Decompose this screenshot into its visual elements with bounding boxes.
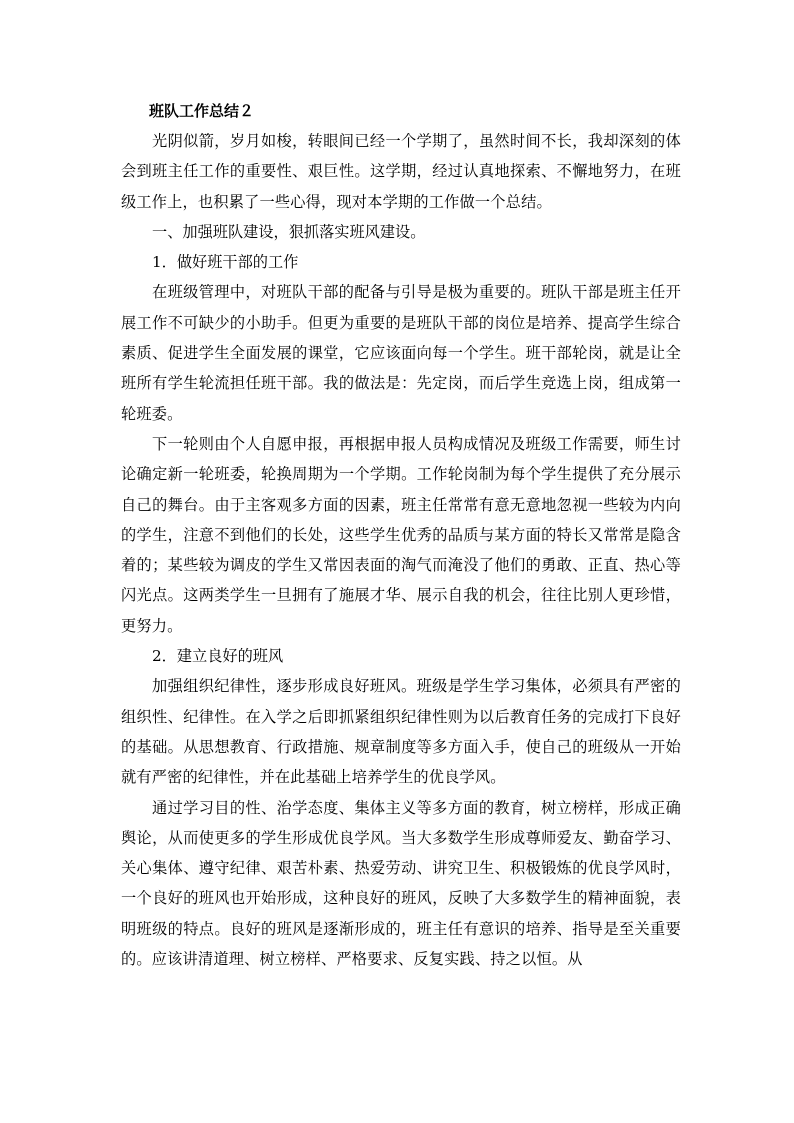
body-paragraph: 下一轮则由个人自愿申报，再根据申报人员构成情况及班级工作需要，师生讨论确定新一轮班委，轮换周期为一个学期。工作轮岗制为每个学生提供了充分展示自己的舞台。由于主客观多方面的因素，班主任常常有意无意地忽视一些较为内向的学生，注意不到他们的长处，这些学生优秀的品质与某方面的特长又常常是隐含着的；某些较为调皮的学生又常因表面的淘气而淹没了他们的勇敢、正直、热心等闪光点。这两类学生一旦拥有了施展才华、展示自我的机会，往往比别人更珍惜，更努力。: [121, 434, 681, 635]
body-paragraph: 加强组织纪律性，逐步形成良好班风。班级是学生学习集体，必须具有严密的组织性、纪律性。在入学之后即抓紧组织纪律性则为以后教育任务的完成打下良好的基础。从思想教育、行政措施、规章制度等多方面入手，使自己的班级从一开始就有严密的纪律性，并在此基础上培养学生的优良学风。: [121, 677, 681, 787]
intro-paragraph: 光阴似箭，岁月如梭，转眼间已经一个学期了，虽然时间不长，我却深刻的体会到班主任工作的重要性、艰巨性。这学期，经过认真地探索、不懈地努力，在班级工作上，也积累了一些心得，现对本学期的工作做一个总结。: [121, 132, 681, 211]
body-paragraph: 在班级管理中，对班队干部的配备与引导是极为重要的。班队干部是班主任开展工作不可缺少的小助手。但更为重要的是班队干部的岗位是培养、提高学生综合素质、促进学生全面发展的课堂，它应该面向每一个学生。班干部轮岗，就是让全班所有学生轮流担任班干部。我的做法是：先定岗，而后学生竞选上岗，组成第一轮班委。: [121, 283, 681, 423]
document-title: 班队工作总结２: [149, 102, 255, 120]
document-body: [121, 96, 681, 974]
section-heading-1: 一、加强班队建设，狠抓落实班风建设。: [152, 222, 426, 241]
subsection-heading-1: 1．做好班干部的工作: [152, 253, 299, 272]
body-paragraph: 通过学习目的性、治学态度、集体主义等多方面的教育，树立榜样，形成正确舆论，从而使更多的学生形成优良学风。当大多数学生形成尊师爱友、勤奋学习、关心集体、遵守纪律、艰苦朴素、热爱劳动、讲究卫生、积极锻炼的优良学风时，一个良好的班风也开始形成，这种良好的班风，反映了大多数学生的精神面貌，表明班级的特点。良好的班风是逐渐形成的，班主任有意识的培养、指导是至关重要的。应该讲清道理、树立榜样、严格要求、反复实践、持之以恒。从: [121, 798, 681, 969]
subsection-heading-2: 2．建立良好的班风: [152, 647, 284, 666]
